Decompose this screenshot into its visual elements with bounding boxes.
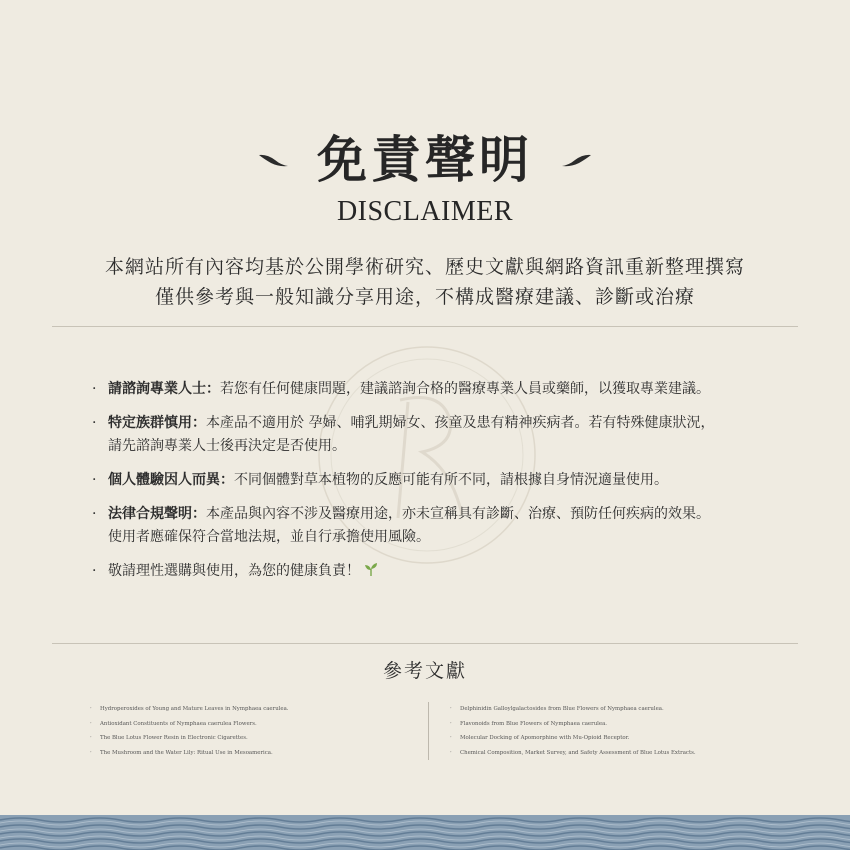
intro-line: 僅供參考與一般知識分享用途，不構成醫療建議、診斷或治療 — [154, 286, 695, 308]
right-flourish-icon — [559, 151, 593, 169]
reference-item — [90, 731, 420, 746]
left-flourish-icon — [257, 151, 291, 169]
bullet: · — [92, 381, 97, 397]
reference-text: Chemical Composition, Market Survey, and Safety Assessment of Blue Lotus Extracts. — [460, 749, 696, 756]
page-subtitle: DISCLAIMER — [336, 196, 514, 227]
reference-text: Delphinidin Galloylgalactosides from Blue Flowers of Nymphaea caerulea. — [460, 706, 664, 712]
reference-item — [450, 746, 790, 761]
reference-item — [450, 717, 790, 732]
reference-item — [90, 746, 420, 761]
reference-item — [450, 731, 790, 746]
bullet: · — [92, 506, 97, 522]
bullet: · — [450, 706, 452, 712]
note-item — [92, 469, 782, 492]
intro-line: 本網站所有內容均基於公開學術研究、歷史文獻與網路資訊重新整理撰寫 — [104, 256, 745, 278]
reference-text: Flavonoids from Blue Flowers of Nymphaea caerulea. — [460, 720, 608, 727]
note-label: 特定族群慎用： — [108, 415, 206, 431]
note-text: 請先諮詢專業人士後再決定是否使用。 — [108, 438, 346, 454]
reference-text: The Mushroom and the Water Lily: Ritual Use in Mesoamerica. — [100, 749, 273, 756]
note-item — [92, 378, 782, 401]
note-item — [92, 503, 782, 549]
note-label: 法律合規聲明： — [108, 506, 206, 522]
divider-top — [52, 326, 798, 327]
reference-text: Molecular Docking of Apomorphine with Mu-Opioid Receptor. — [460, 735, 630, 741]
intro-text — [0, 252, 850, 312]
reference-text: The Blue Lotus Flower Resin in Electronic Cigarettes. — [100, 735, 248, 741]
bullet: · — [92, 415, 97, 431]
note-text: 若您有任何健康問題，建議諮詢合格的醫療專業人員或藥師，以獲取專業建議。 — [220, 381, 710, 397]
references-column-divider — [428, 702, 429, 760]
note-label: 請諮詢專業人士： — [108, 381, 220, 397]
bullet: · — [450, 749, 452, 756]
reference-item — [450, 702, 790, 717]
note-text: 本產品不適用於 孕婦、哺乳期婦女、孩童及患有精神疾病者。若有特殊健康狀況， — [206, 415, 715, 431]
reference-text: Hydroperoxides of Young and Mature Leaves in Nymphaea caerulea. — [100, 706, 289, 712]
references-right-column — [450, 702, 790, 760]
note-text: 使用者應確保符合當地法規，並自行承擔使用風險。 — [108, 529, 430, 545]
bullet: · — [90, 706, 92, 712]
reference-item — [90, 717, 420, 732]
note-text: 本產品與內容不涉及醫療用途，亦未宣稱具有診斷、治療、預防任何疾病的效果。 — [206, 506, 710, 522]
references-title: 參考文獻 — [382, 660, 467, 682]
page-title: 免責聲明 — [317, 130, 533, 189]
notes-list — [92, 378, 782, 594]
reference-text: Antioxidant Constituents of Nymphaea caerulea Flowers. — [100, 720, 257, 727]
bullet: · — [450, 720, 452, 727]
note-item — [92, 560, 782, 583]
bullet: · — [90, 720, 92, 727]
divider-bottom — [52, 643, 798, 644]
note-item — [92, 412, 782, 458]
bullet: · — [92, 563, 97, 579]
bullet: · — [450, 735, 452, 741]
bullet: · — [90, 735, 92, 741]
references-block — [90, 702, 790, 762]
wave-band-decoration — [0, 815, 850, 850]
references-left-column — [90, 702, 420, 760]
reference-item — [90, 702, 420, 717]
bullet: · — [90, 749, 92, 756]
title-row — [0, 128, 850, 192]
closing-text: 敬請理性選購與使用，為您的健康負責！ — [108, 563, 360, 579]
sprout-icon — [363, 561, 379, 577]
note-label: 個人體驗因人而異： — [108, 472, 234, 488]
note-text: 不同個體對草本植物的反應可能有所不同，請根據自身情況適量使用。 — [234, 472, 668, 488]
bullet: · — [92, 472, 97, 488]
